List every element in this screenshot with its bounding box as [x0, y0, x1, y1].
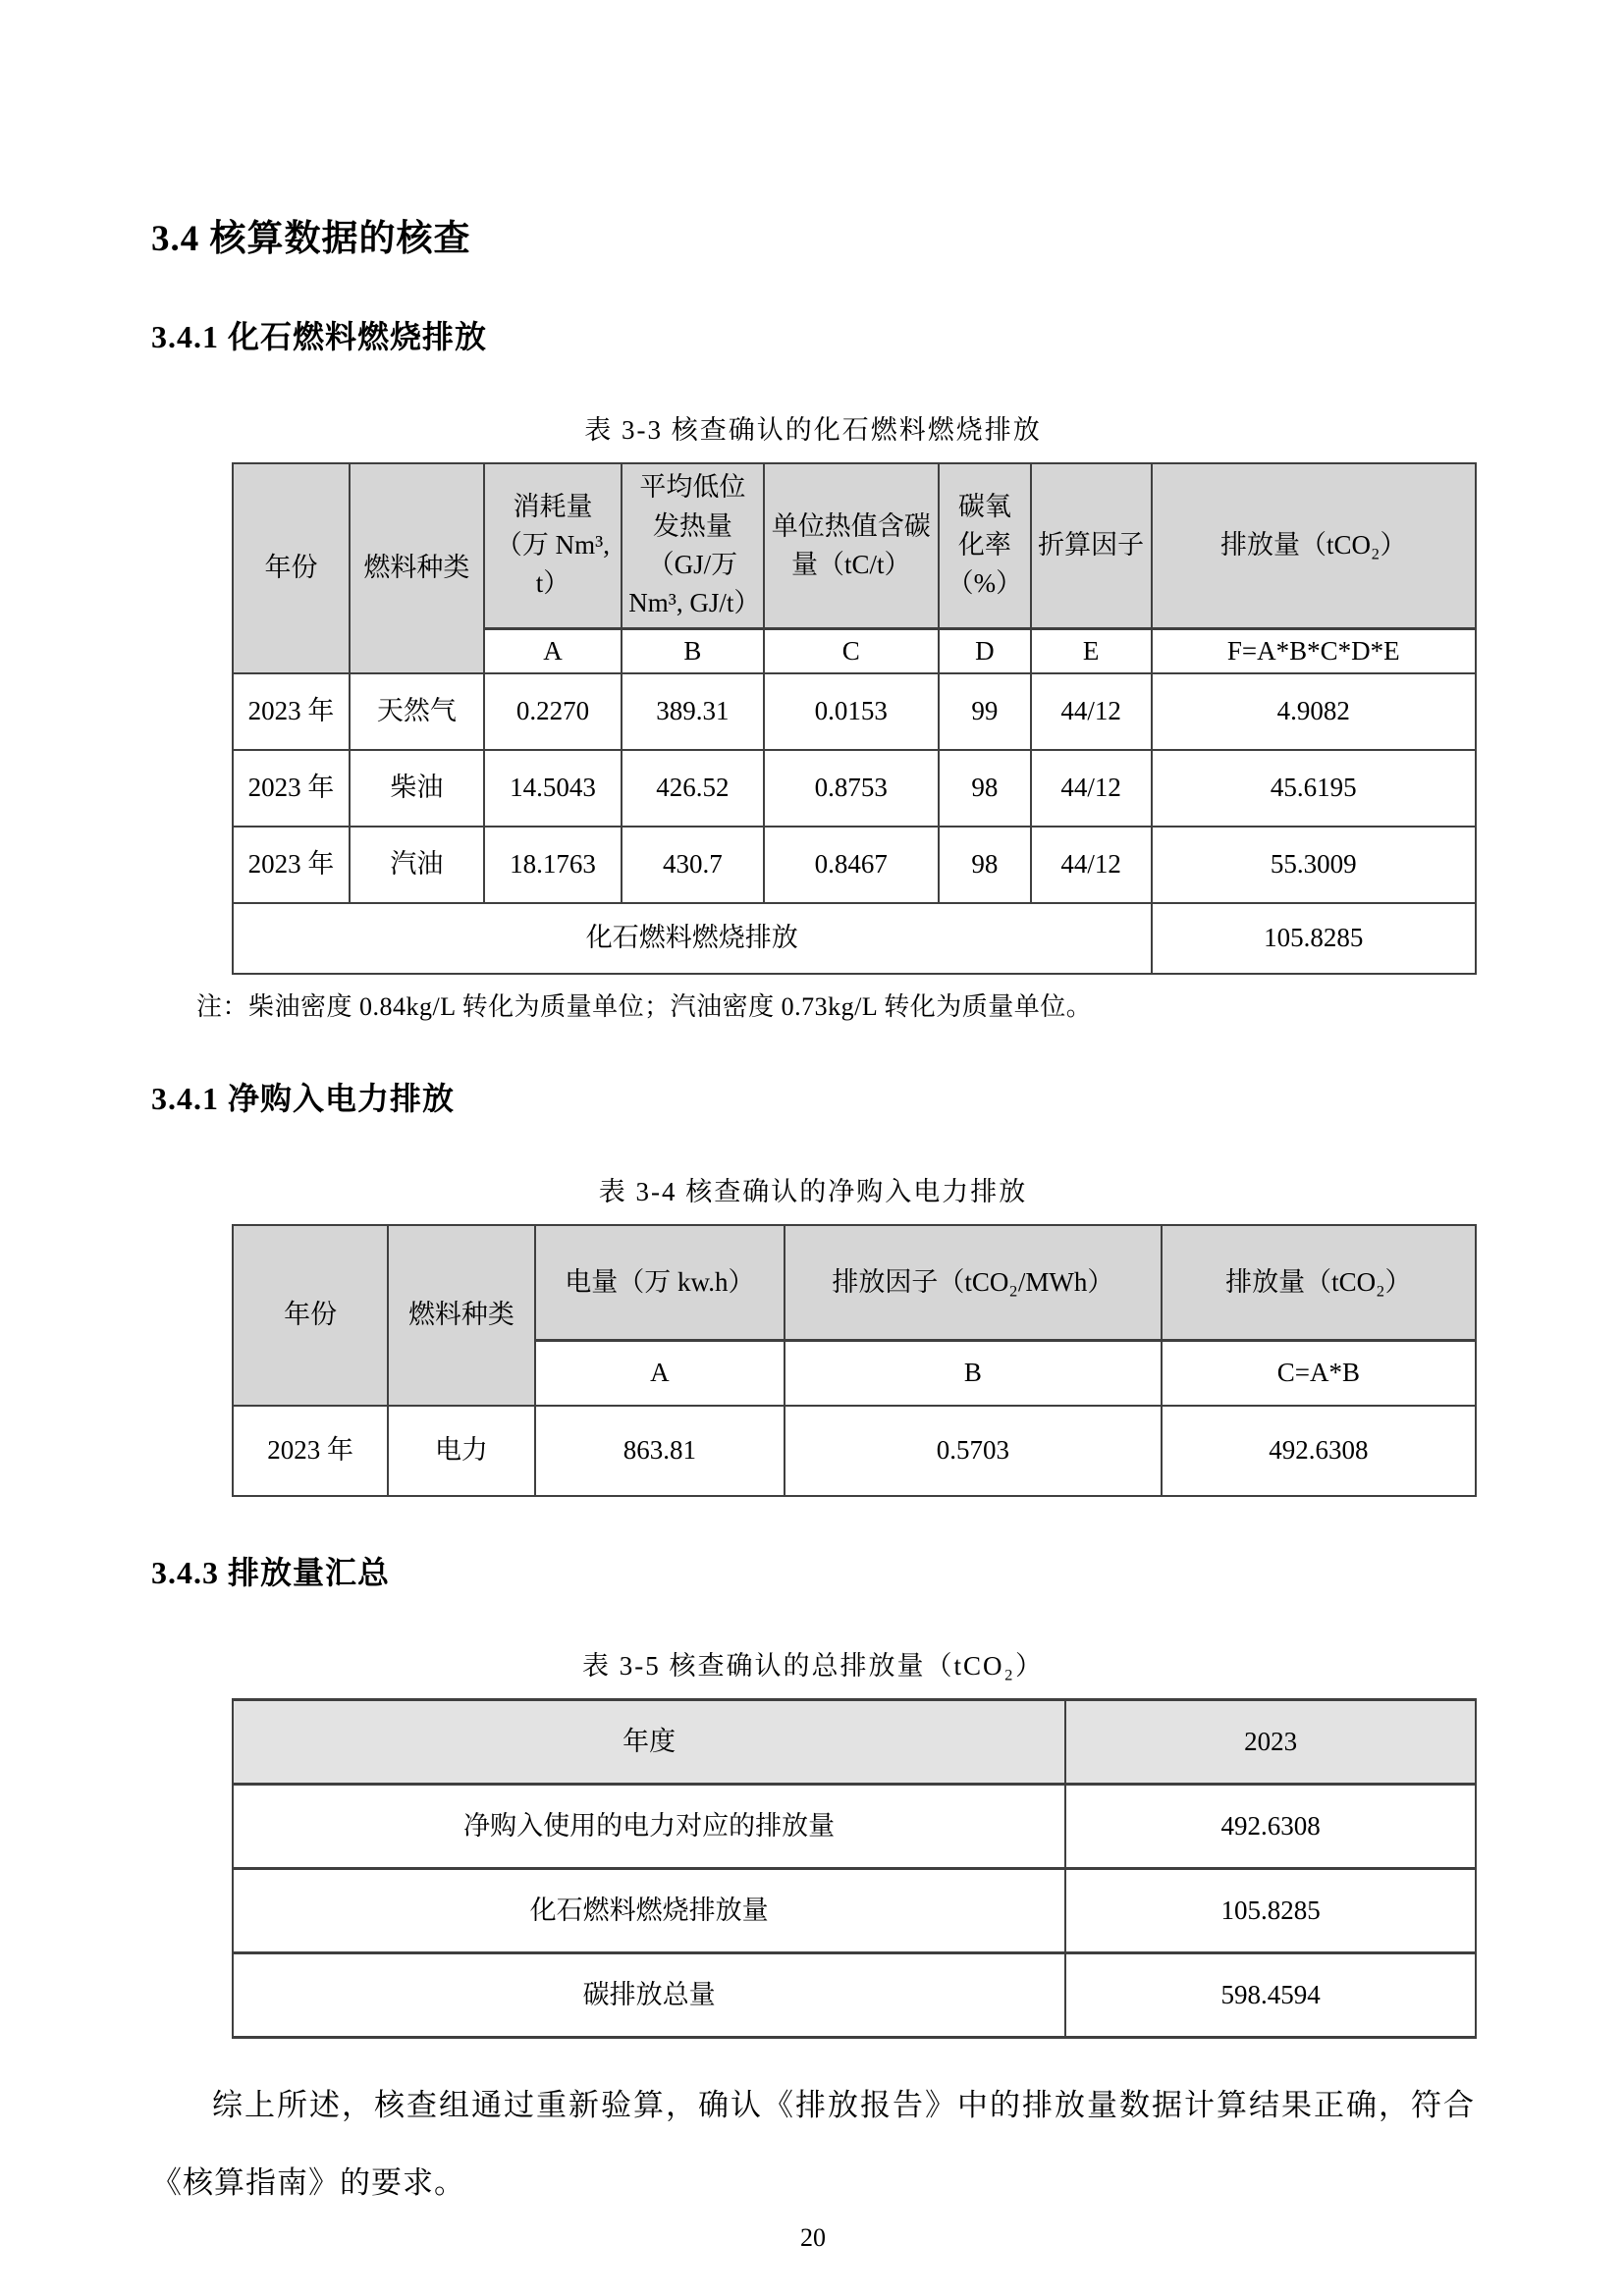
cell-value: 105.8285 [1065, 1868, 1476, 1952]
table-header-row [233, 463, 1476, 628]
cell-heating-value: 389.31 [622, 673, 763, 750]
section-heading-3-4-1-electricity: 3.4.1 净购入电力排放 [151, 1080, 456, 1116]
closing-paragraph: 综上所述，核查组通过重新验算，确认《排放报告》中的排放量数据计算结果正确，符合《核算指南》的要求。 [151, 2087, 1475, 2200]
formula-cell-c: C=A*B [1162, 1341, 1476, 1406]
table-3-3-fossil-fuel-emissions [232, 462, 1477, 975]
section-heading-3-4: 3.4 核算数据的核查 [151, 219, 471, 259]
cell-conversion-factor: 44/12 [1031, 827, 1152, 903]
cell-oxidation-rate: 98 [939, 750, 1031, 827]
cell-consumption: 18.1763 [484, 827, 623, 903]
table-header-row [233, 1699, 1476, 1784]
header-cell-emissions: 排放量（tCO₂） [1152, 463, 1476, 628]
table-3-5-total-emissions-summary [232, 1698, 1477, 2039]
cell-fuel-type: 电力 [388, 1406, 534, 1496]
table-row-total-carbon-emissions [233, 1952, 1476, 2037]
header-cell-emission-factor: 排放因子（tCO₂/MWh） [785, 1225, 1162, 1341]
cell-year: 2023 年 [233, 827, 350, 903]
total-label-cell: 化石燃料燃烧排放 [233, 903, 1152, 974]
cell-carbon-content: 0.8753 [764, 750, 940, 827]
table-3-3-note: 注：柴油密度 0.84kg/L 转化为质量单位；汽油密度 0.73kg/L 转化为质量单位。 [196, 991, 1093, 1021]
header-cell-consumption: 消耗量（万 Nm³, t） [484, 463, 623, 628]
table-header-row [233, 1225, 1476, 1341]
cell-year: 2023 年 [233, 750, 350, 827]
formula-cell-a: A [535, 1341, 785, 1406]
cell-year: 2023 年 [233, 673, 350, 750]
header-cell-electricity-amount: 电量（万 kw.h） [535, 1225, 785, 1341]
formula-cell-d: D [939, 628, 1031, 673]
cell-consumption: 0.2270 [484, 673, 623, 750]
cell-fuel-type: 汽油 [350, 827, 484, 903]
page-number: 20 [800, 2222, 826, 2252]
cell-emissions: 45.6195 [1152, 750, 1476, 827]
formula-cell-c: C [764, 628, 940, 673]
cell-consumption: 14.5043 [484, 750, 623, 827]
cell-conversion-factor: 44/12 [1031, 750, 1152, 827]
total-value-cell: 105.8285 [1152, 903, 1476, 974]
cell-value: 598.4594 [1065, 1952, 1476, 2037]
section-heading-3-4-1-fossil: 3.4.1 化石燃料燃烧排放 [151, 319, 488, 354]
header-cell-year-label: 年度 [233, 1699, 1065, 1784]
cell-electricity-amount: 863.81 [535, 1406, 785, 1496]
cell-carbon-content: 0.0153 [764, 673, 940, 750]
formula-cell-b: B [622, 628, 763, 673]
table-row-diesel [233, 750, 1476, 827]
formula-cell-a: A [484, 628, 623, 673]
cell-fuel-type: 柴油 [350, 750, 484, 827]
cell-emissions: 492.6308 [1162, 1406, 1476, 1496]
header-cell-fuel-type: 燃料种类 [388, 1225, 534, 1406]
cell-heating-value: 430.7 [622, 827, 763, 903]
header-cell-carbon-content: 单位热值含碳量（tC/t） [764, 463, 940, 628]
table-row-electricity-emissions [233, 1784, 1476, 1868]
cell-emissions: 4.9082 [1152, 673, 1476, 750]
cell-label: 化石燃料燃烧排放量 [233, 1868, 1065, 1952]
cell-label: 碳排放总量 [233, 1952, 1065, 2037]
formula-cell-f: F=A*B*C*D*E [1152, 628, 1476, 673]
header-cell-fuel-type: 燃料种类 [350, 463, 484, 673]
table-row-electricity [233, 1406, 1476, 1496]
cell-oxidation-rate: 98 [939, 827, 1031, 903]
header-cell-year-value: 2023 [1065, 1699, 1476, 1784]
cell-oxidation-rate: 99 [939, 673, 1031, 750]
table-row-gasoline [233, 827, 1476, 903]
table-row-natural-gas [233, 673, 1476, 750]
cell-carbon-content: 0.8467 [764, 827, 940, 903]
header-cell-conversion-factor: 折算因子 [1031, 463, 1152, 628]
table-3-4-caption: 表 3-4 核查确认的净购入电力排放 [598, 1176, 1028, 1206]
cell-conversion-factor: 44/12 [1031, 673, 1152, 750]
cell-year: 2023 年 [233, 1406, 388, 1496]
formula-cell-e: E [1031, 628, 1152, 673]
cell-heating-value: 426.52 [622, 750, 763, 827]
header-cell-year: 年份 [233, 463, 350, 673]
header-cell-oxidation-rate: 碳氧化率（%） [939, 463, 1031, 628]
cell-emissions: 55.3009 [1152, 827, 1476, 903]
header-cell-heating-value: 平均低位发热量（GJ/万 Nm³, GJ/t） [622, 463, 763, 628]
cell-fuel-type: 天然气 [350, 673, 484, 750]
cell-emission-factor: 0.5703 [785, 1406, 1162, 1496]
table-total-row [233, 903, 1476, 974]
cell-value: 492.6308 [1065, 1784, 1476, 1868]
table-row-fossil-fuel-emissions [233, 1868, 1476, 1952]
table-3-3-caption: 表 3-3 核查确认的化石燃料燃烧排放 [584, 415, 1042, 445]
header-cell-emissions: 排放量（tCO₂） [1162, 1225, 1476, 1341]
table-3-4-purchased-electricity-emissions [232, 1224, 1477, 1497]
section-heading-3-4-3-summary: 3.4.3 排放量汇总 [151, 1554, 391, 1590]
table-3-5-caption: 表 3-5 核查确认的总排放量（tCO₂） [582, 1650, 1044, 1681]
formula-cell-b: B [785, 1341, 1162, 1406]
cell-label: 净购入使用的电力对应的排放量 [233, 1784, 1065, 1868]
header-cell-year: 年份 [233, 1225, 388, 1406]
